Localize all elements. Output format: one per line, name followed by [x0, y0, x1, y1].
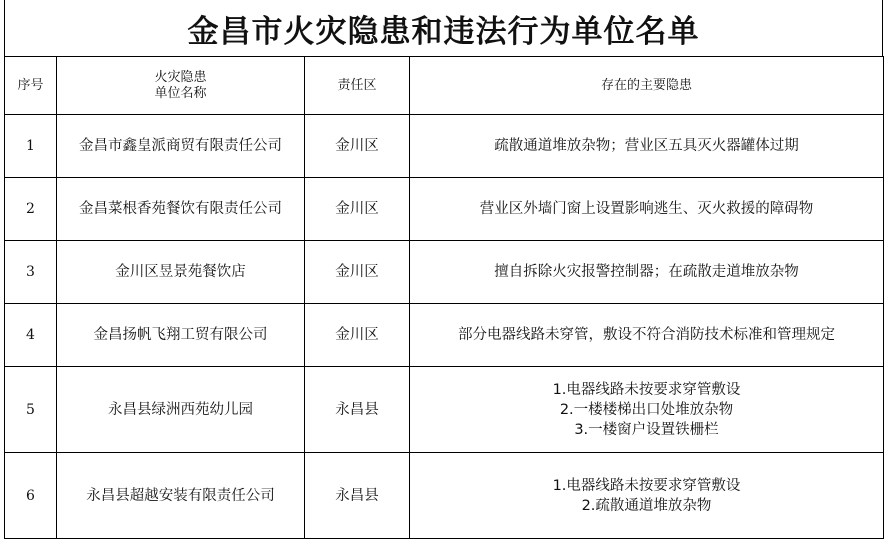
issue-line: 1.电器线路未按要求穿管敷设 [552, 381, 741, 398]
row-index: 3 [5, 241, 57, 304]
row-unit-name: 永昌县超越安装有限责任公司 [57, 453, 305, 539]
header-unit-line2: 单位名称 [154, 85, 207, 101]
row-issues [410, 178, 884, 241]
row-issues [410, 115, 884, 178]
page-title: 金昌市火灾隐患和违法行为单位名单 [4, 0, 883, 56]
table-row [5, 241, 884, 304]
issue-line: 部分电器线路未穿管，敷设不符合消防技术标准和管理规定 [458, 327, 835, 343]
row-issues [410, 453, 884, 539]
row-district: 永昌县 [305, 367, 410, 453]
header-issues: 存在的主要隐患 [410, 57, 884, 115]
row-issues [410, 367, 884, 453]
row-index: 2 [5, 178, 57, 241]
row-index: 5 [5, 367, 57, 453]
row-district: 金川区 [305, 115, 410, 178]
row-district: 金川区 [305, 241, 410, 304]
row-unit-name: 金昌菜根香苑餐饮有限责任公司 [57, 178, 305, 241]
hazard-units-table [4, 56, 884, 539]
header-unit-name [57, 57, 305, 115]
issue-line: 2.一楼楼梯出口处堆放杂物 [559, 401, 734, 418]
issue-line: 2.疏散通道堆放杂物 [581, 497, 712, 514]
header-district: 责任区 [305, 57, 410, 115]
issue-line: 3.一楼窗户设置铁栅栏 [574, 421, 719, 438]
table-row [5, 304, 884, 367]
issue-line: 疏散通道堆放杂物；营业区五具灭火器罐体过期 [494, 138, 799, 154]
row-unit-name: 金昌市鑫皇派商贸有限责任公司 [57, 115, 305, 178]
issue-line: 擅自拆除火灾报警控制器；在疏散走道堆放杂物 [494, 264, 799, 280]
row-unit-name: 永昌县绿洲西苑幼儿园 [57, 367, 305, 453]
issue-line: 1.电器线路未按要求穿管敷设 [552, 477, 741, 494]
table-row [5, 178, 884, 241]
table-header-row [5, 57, 884, 115]
header-unit-line1: 火灾隐患 [154, 69, 207, 85]
row-district: 金川区 [305, 304, 410, 367]
table-row [5, 115, 884, 178]
row-district: 永昌县 [305, 453, 410, 539]
row-issues [410, 241, 884, 304]
table-row [5, 367, 884, 453]
row-index: 4 [5, 304, 57, 367]
row-unit-name: 金昌扬帆飞翔工贸有限公司 [57, 304, 305, 367]
row-issues [410, 304, 884, 367]
issue-line: 营业区外墙门窗上设置影响逃生、灭火救援的障碍物 [479, 201, 814, 217]
row-district: 金川区 [305, 178, 410, 241]
row-index: 6 [5, 453, 57, 539]
row-index: 1 [5, 115, 57, 178]
table-row [5, 453, 884, 539]
header-index: 序号 [5, 57, 57, 115]
row-unit-name: 金川区昱景苑餐饮店 [57, 241, 305, 304]
